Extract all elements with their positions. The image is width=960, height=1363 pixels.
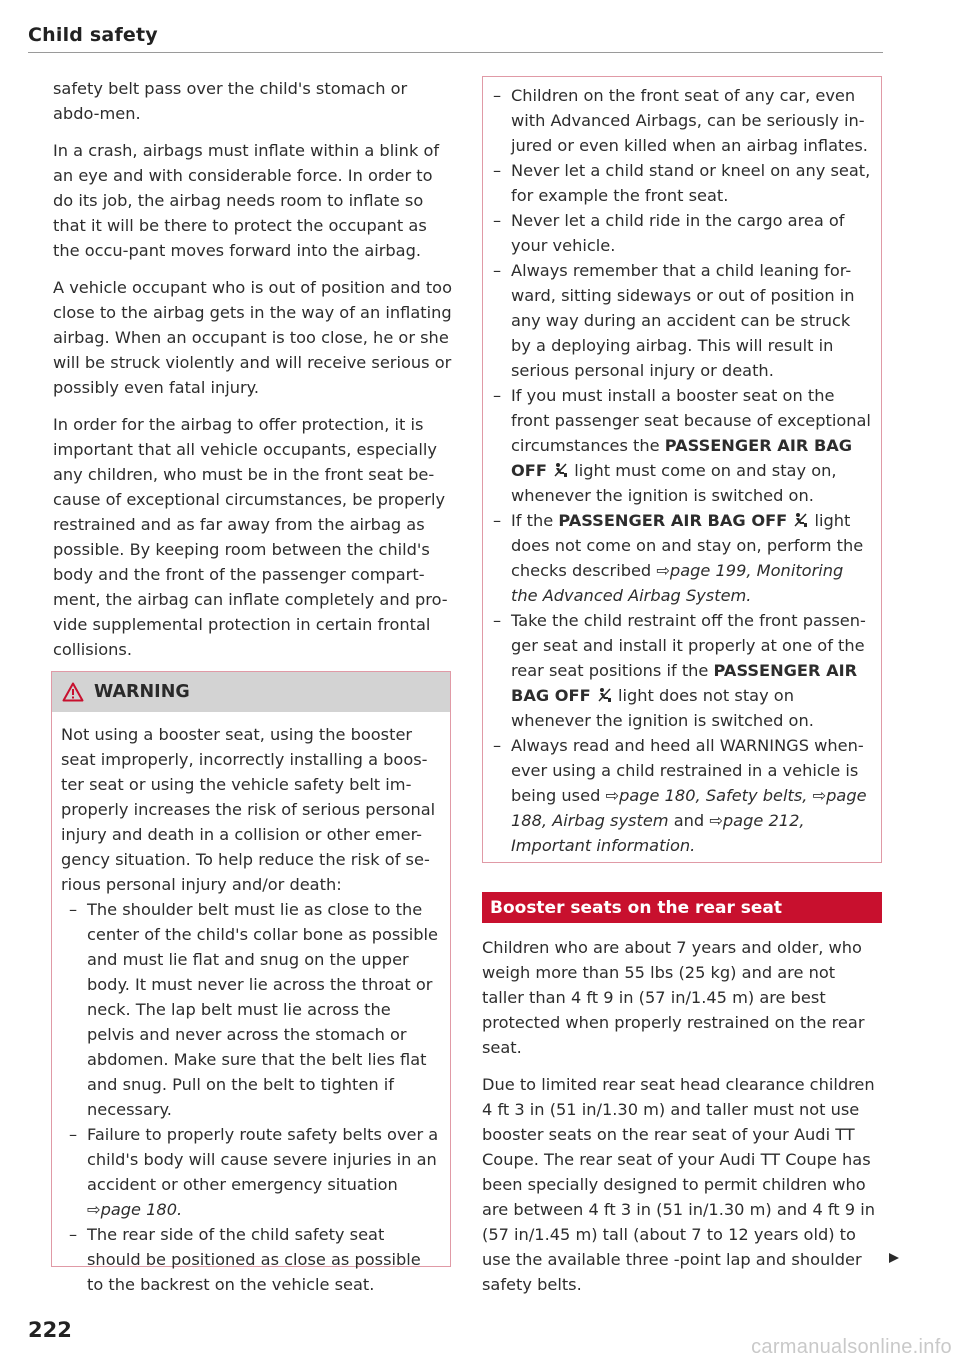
paragraph: Due to limited rear seat head clearance children 4 ft 3 in (51 in/1.30 m) and taller must not use booster seats on the rear seat of your Audi TT Coupe. The rear seat of your Audi TT Coupe has been specially designed to permit children who are between 4 ft 3 in (51 in/1.30 m) and 4 ft 9 in (57 in/1.45 m) tall (about 7 to 12 years old) to use the available three -point lap and shoulder safety belts. xyxy=(482,1075,876,1294)
list-item: – Always remember that a child leaning for-ward, sitting sideways or out of position in any way during an accident can be struck by a deploying airbag. This will result in serious personal injury or death. xyxy=(489,258,871,383)
list-item-text: Always read and heed all WARNINGS when-ever using a child restrained in a vehicle is being used xyxy=(511,736,864,805)
list-item-text: If you must install a booster seat on the front passenger seat because of exceptional circumstances the xyxy=(511,386,871,455)
caution-box xyxy=(482,76,882,863)
continue-arrow-icon xyxy=(888,1252,900,1264)
page-link[interactable]: ⇨page 199, Monitoring the Advanced Airbag System. xyxy=(511,561,844,605)
list-item-text: light does not come on and stay on, perform the checks described xyxy=(511,511,864,580)
list-item-text: and xyxy=(673,811,705,830)
indicator-name: PASSENGER AIR BAG OFF xyxy=(511,436,853,480)
warning-title: WARNING xyxy=(94,682,190,702)
list-item: – The shoulder belt must lie as close to the center of the child's collar bone as possible and must lie flat and snug on the upper body. It must never lie across the throat or neck. The lap belt must lie across the pelvis and never across the stomach or abdomen. Make sure that the belt lies flat and snug. Pull on the belt to tighten if necessary. xyxy=(61,897,440,1122)
indicator-name: PASSENGER AIR BAG OFF xyxy=(558,511,788,530)
list-item-text: light must come on and stay on, whenever the ignition is switched on. xyxy=(511,461,837,505)
warning-triangle-icon xyxy=(62,682,84,702)
page-link[interactable]: ⇨page 180. xyxy=(87,1200,183,1219)
list-item xyxy=(61,1122,440,1222)
list-item xyxy=(489,608,871,733)
page-link[interactable]: ⇨page 212, Important information. xyxy=(511,811,805,855)
caution-list xyxy=(489,83,871,858)
list-item-text: Failure to properly route safety belts over a child's body will cause severe injuries in an accident or other emergency situation xyxy=(87,1125,439,1194)
paragraph: Children who are about 7 years and older, who weigh more than 55 lbs (25 kg) and are not taller than 4 ft 9 in (57 in/1.45 m) are best protected when properly restrained on the rear seat. xyxy=(482,938,865,1057)
list-item-text: Take the child restraint off the front passen-ger seat and install it properly at one of the rear seat positions if the xyxy=(511,611,866,680)
watermark: carmanualsonline.info xyxy=(751,1336,952,1358)
list-item xyxy=(489,733,871,858)
warning-header xyxy=(52,672,450,712)
indicator-name: PASSENGER AIR BAG OFF xyxy=(511,661,858,705)
list-item-text: If the xyxy=(511,511,554,530)
left-column xyxy=(53,76,453,674)
paragraph: In order for the airbag to offer protection, it is important that all vehicle occupants, especially any children, who must be in the front seat be-cause of exceptional circumstances, be properly restrained and as far away from the airbag as possible. By keeping room between the child's body and the front of the passenger compart-ment, the airbag can inflate completely and pro-vide supplemental protection in certain frontal collisions. xyxy=(53,415,448,659)
right-column xyxy=(482,935,882,1309)
warning-body xyxy=(52,712,450,1297)
section-heading: Booster seats on the rear seat xyxy=(482,892,882,923)
list-item: – Never let a child stand or kneel on any seat, for example the front seat. xyxy=(489,158,871,208)
list-item xyxy=(489,383,871,508)
warning-intro: Not using a booster seat, using the booster seat improperly, incorrectly installing a boos-ter seat or using the vehicle safety belt im-properly increases the risk of serious personal injury and death in a collision or other emer-gency situation. To help reduce the risk of se-rious personal injury and/or death: xyxy=(61,725,436,894)
passenger-airbag-off-icon xyxy=(793,512,808,528)
passenger-airbag-off-icon xyxy=(553,462,568,478)
list-item-text: light does not stay on whenever the ignition is switched on. xyxy=(511,686,814,730)
list-item: – Children on the front seat of any car, even with Advanced Airbags, can be seriously in-jured or even killed when an airbag inflates. xyxy=(489,83,871,158)
paragraph: In a crash, airbags must inflate within a blink of an eye and with considerable force. In order to do its job, the airbag needs room to inflate so that it will be there to protect the occupant as the occu-pant moves forward into the airbag. xyxy=(53,141,440,260)
passenger-airbag-off-icon xyxy=(597,687,612,703)
page-link[interactable]: ⇨page 188, Airbag system xyxy=(511,786,867,830)
list-item: – The rear side of the child safety seat should be positioned as close as possible to the backrest on the vehicle seat. xyxy=(61,1222,440,1297)
header-divider xyxy=(28,52,883,53)
section-title: Child safety xyxy=(28,24,158,46)
paragraph: A vehicle occupant who is out of position and too close to the airbag gets in the way of an inflating airbag. When an occupant is too close, he or she will be struck violently and will receive serious or possibly even fatal injury. xyxy=(53,278,452,397)
warning-box xyxy=(51,671,451,1294)
page-number: 222 xyxy=(28,1318,72,1342)
list-item xyxy=(489,508,871,608)
paragraph: safety belt pass over the child's stomach or abdo-men. xyxy=(53,79,408,123)
page-link[interactable]: ⇨page 180, Safety belts, xyxy=(605,786,808,805)
warning-list xyxy=(61,897,440,1297)
list-item: – Never let a child ride in the cargo area of your vehicle. xyxy=(489,208,871,258)
